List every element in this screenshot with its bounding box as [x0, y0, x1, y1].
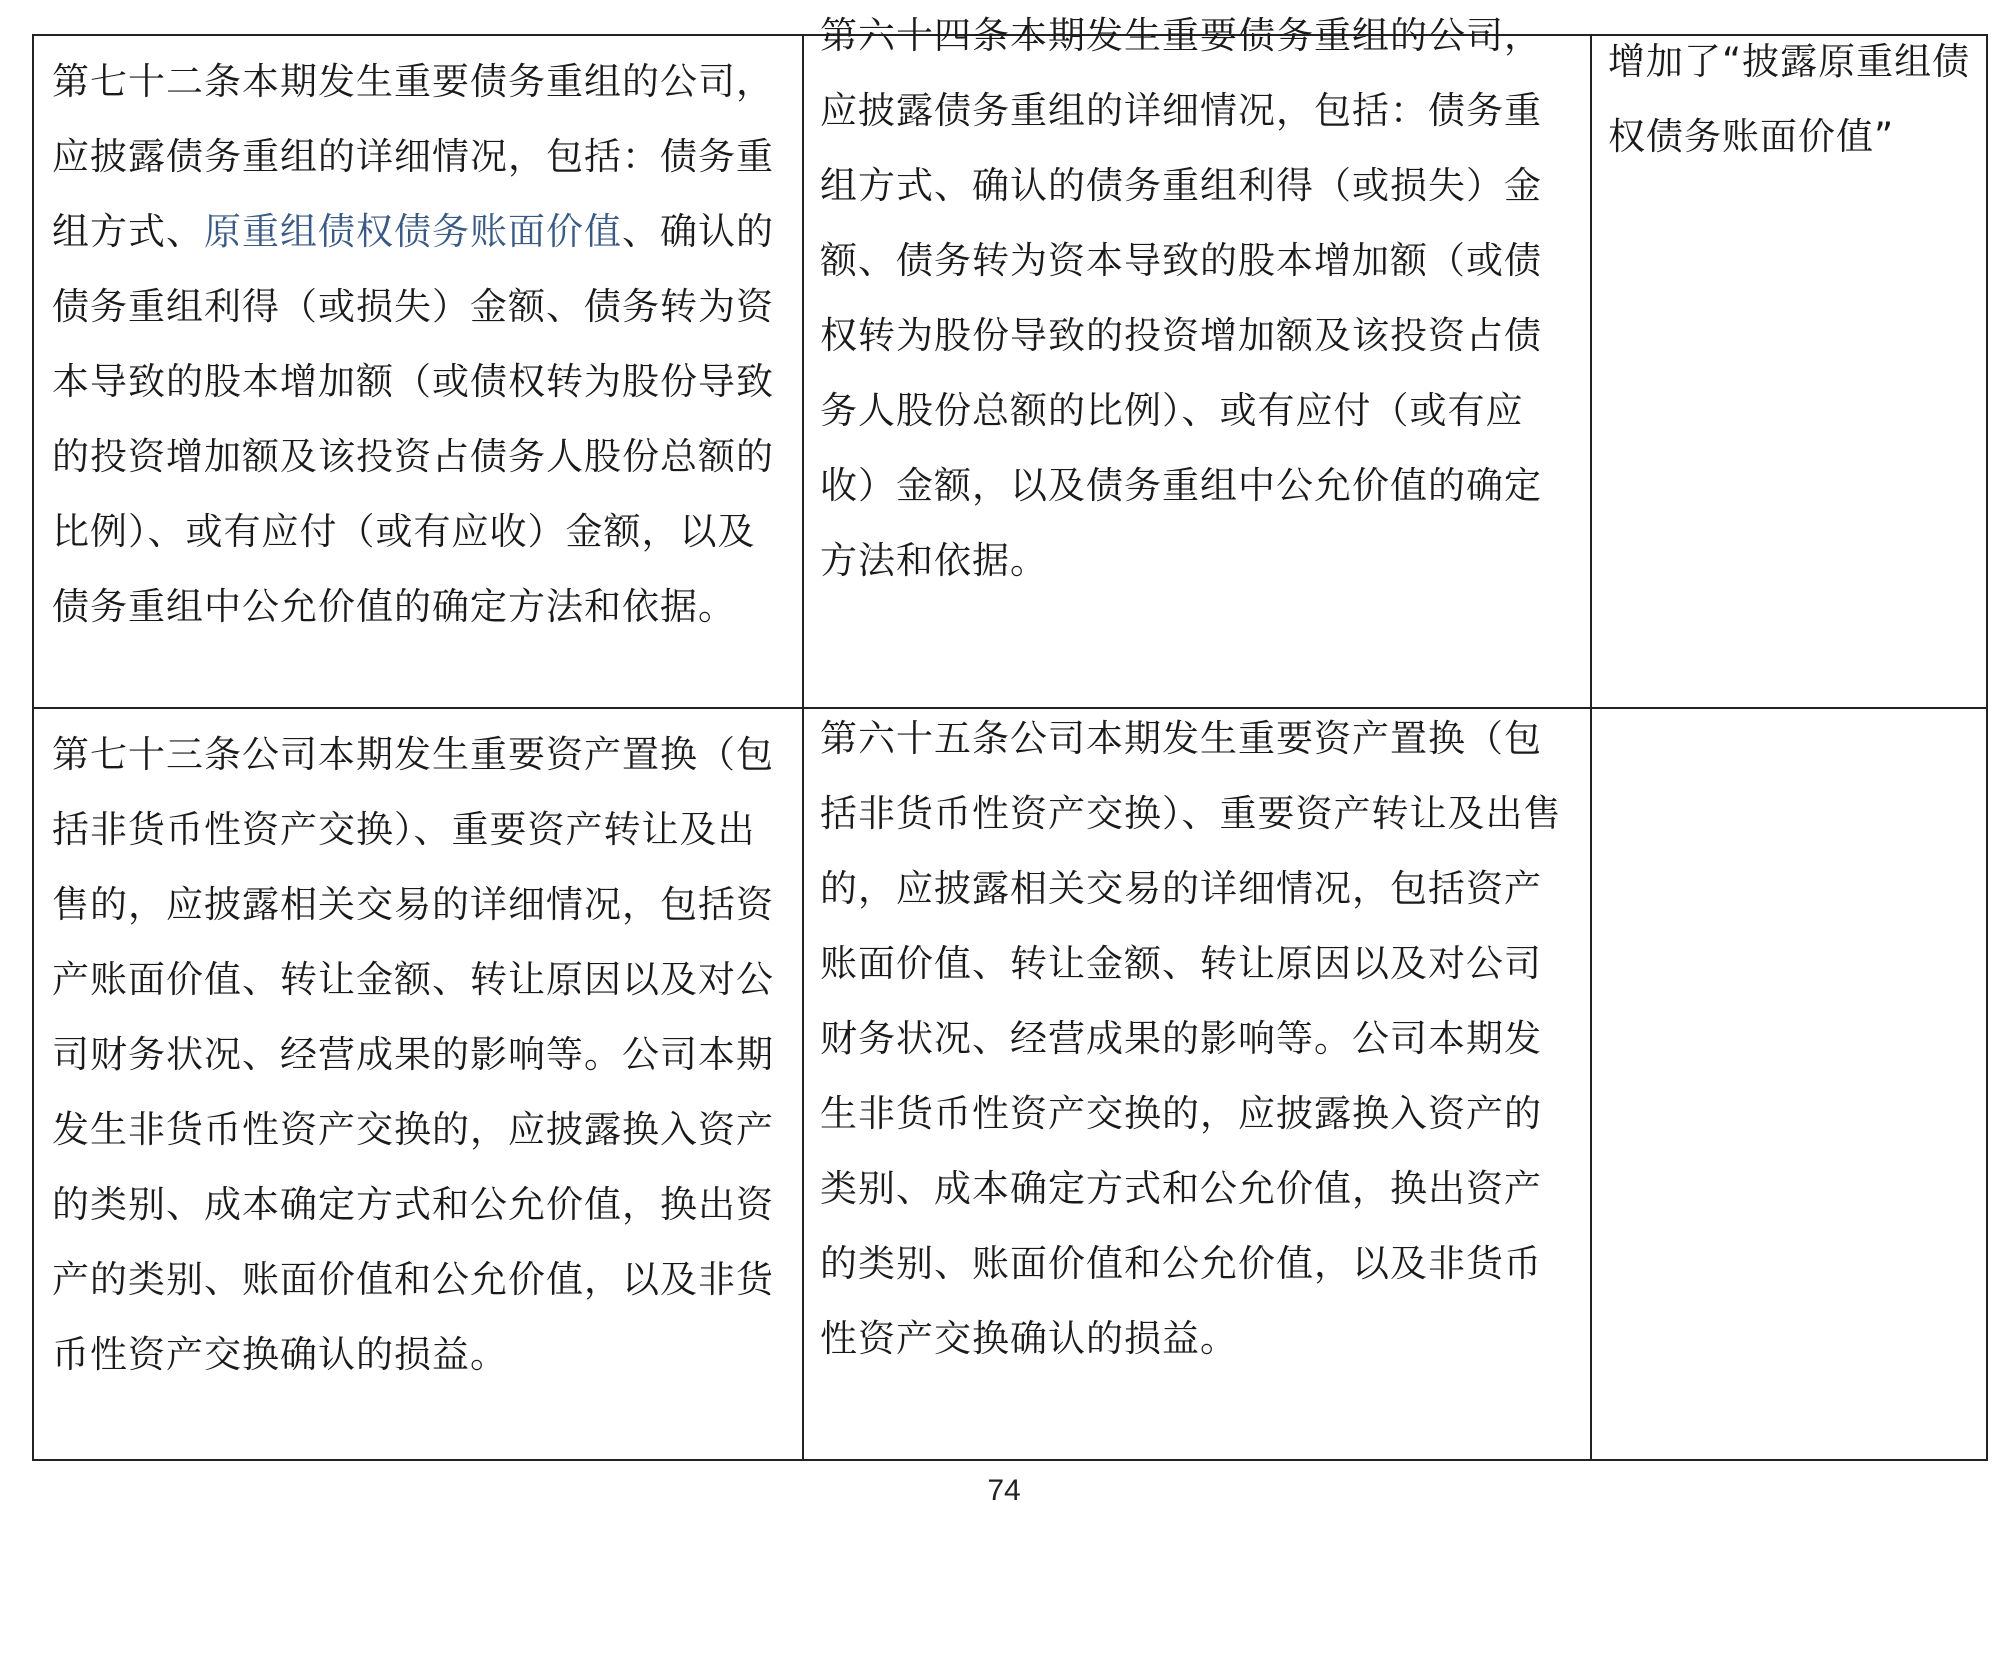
new-article-text: 第六十五条公司本期发生重要资产置换（包括非货币性资产交换）、重要资产转让及出售的，应披露相关交易的详细情况，包括资产账面价值、转让金额、转让原因以及对公司财务状况、经营成果的影响等。公司本期发生非货币性资产交换的，应披露换入资产的类别、成本确定方式和公允价值，换出资产的类别、账面价值和公允价值，以及非货币性资产交换确认的损益。: [820, 717, 1562, 1360]
old-article-text-after: 、确认的债务重组利得（或损失）金额、债务转为资本导致的股本增加额（或债权转为股份导致的投资增加额及该投资占债务人股份总额的比例）、或有应付（或有应收）金额，以及债务重组中公允价值的确定方法和依据。: [52, 210, 774, 628]
old-article-cell: [33, 708, 803, 1460]
old-article-cell: [33, 35, 803, 708]
new-article-cell: [803, 708, 1591, 1460]
old-article-text-before: 第七十二条本期发生重要债务重组的公司，应披露债务重组的详细情况，包括：债务重组方式、: [52, 60, 774, 253]
old-article-text: [34, 709, 802, 1392]
new-article-cell: [803, 14, 1591, 708]
new-article-text: 第六十四条本期发生重要债务重组的公司，应披露债务重组的详细情况，包括：债务重组方式、确认的债务重组利得（或损失）金额、债务转为资本导致的股本增加额（或债权转为股份导致的投资增加额及该投资占债务人股份总额的比例）、或有应付（或有应收）金额，以及债务重组中公允价值的确定方法和依据。: [820, 14, 1542, 582]
page-number: 74: [987, 1474, 1021, 1507]
table-row: [33, 708, 1987, 1460]
change-note-text: 增加了“披露原重组债权债务账面价值”: [1608, 40, 1971, 158]
table-row: [33, 35, 1987, 708]
old-article-highlight: 原重组债权债务账面价值: [204, 210, 622, 253]
note-cell: [1591, 35, 1987, 708]
comparison-table: [32, 14, 1988, 1461]
old-article-text-before: 第七十三条公司本期发生重要资产置换（包括非货币性资产交换）、重要资产转让及出售的，应披露相关交易的详细情况，包括资产账面价值、转让金额、转让原因以及对公司财务状况、经营成果的影响等。公司本期发生非货币性资产交换的，应披露换入资产的类别、成本确定方式和公允价值，换出资产的类别、账面价值和公允价值，以及非货币性资产交换确认的损益。: [52, 733, 774, 1376]
old-article-text: [34, 36, 802, 644]
note-cell: [1591, 708, 1987, 1460]
